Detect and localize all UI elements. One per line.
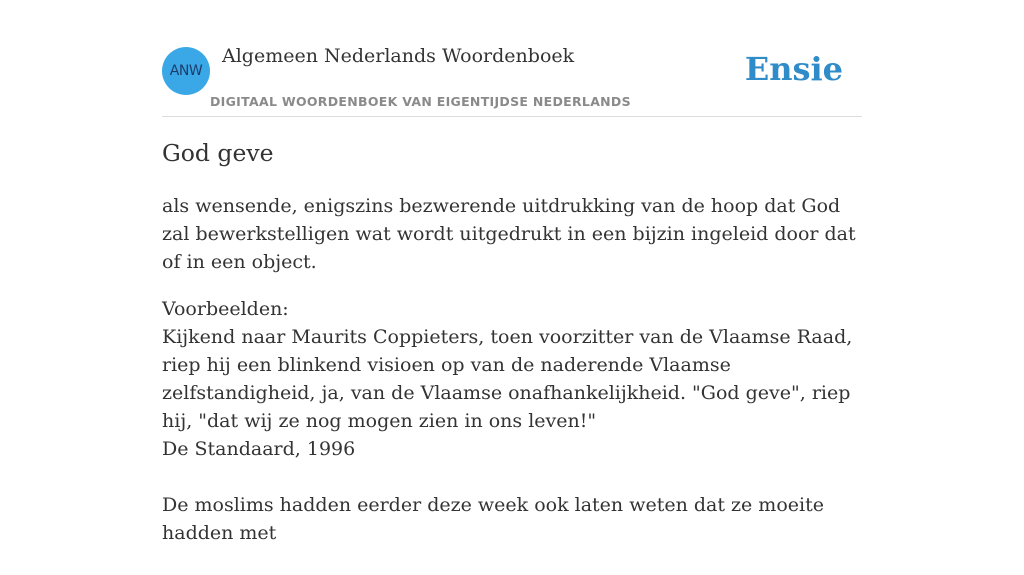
logo-text: ANW [169,63,203,79]
site-header [162,0,862,117]
anw-logo[interactable] [162,47,210,95]
entry-definition: als wensende, enigszins bezwerende uitdrukking van de hoop dat God zal bewerkstelligen wat wordt uitgedrukt in een bijzin ingeleid door dat of in een object. [162,195,856,273]
example-quote: De moslims hadden eerder deze week ook laten weten dat ze moeite hadden met [162,494,824,544]
site-tagline: DIGITAAL WOORDENBOEK VAN EIGENTIJDSE NEDERLANDS [210,94,631,109]
example-source: De Standaard, 1996 [162,438,356,460]
example-item [162,491,862,547]
examples-label: Voorbeelden: [162,298,289,320]
example-item [162,323,862,463]
content [162,0,862,544]
examples-section [162,295,862,575]
entry-title: God geve [162,139,274,167]
ensie-brand-link[interactable]: Ensie [744,50,843,88]
site-name[interactable]: Algemeen Nederlands Woordenboek [222,45,575,67]
example-quote: Kijkend naar Maurits Coppieters, toen voorzitter van de Vlaamse Raad, riep hij een blinkend visioen op van de naderende Vlaamse zelfstandigheid, ja, van de Vlaamse onafhankelijkheid. "God geve", riep hij, "dat wij ze nog mogen zien in ons leven!" [162,326,853,432]
